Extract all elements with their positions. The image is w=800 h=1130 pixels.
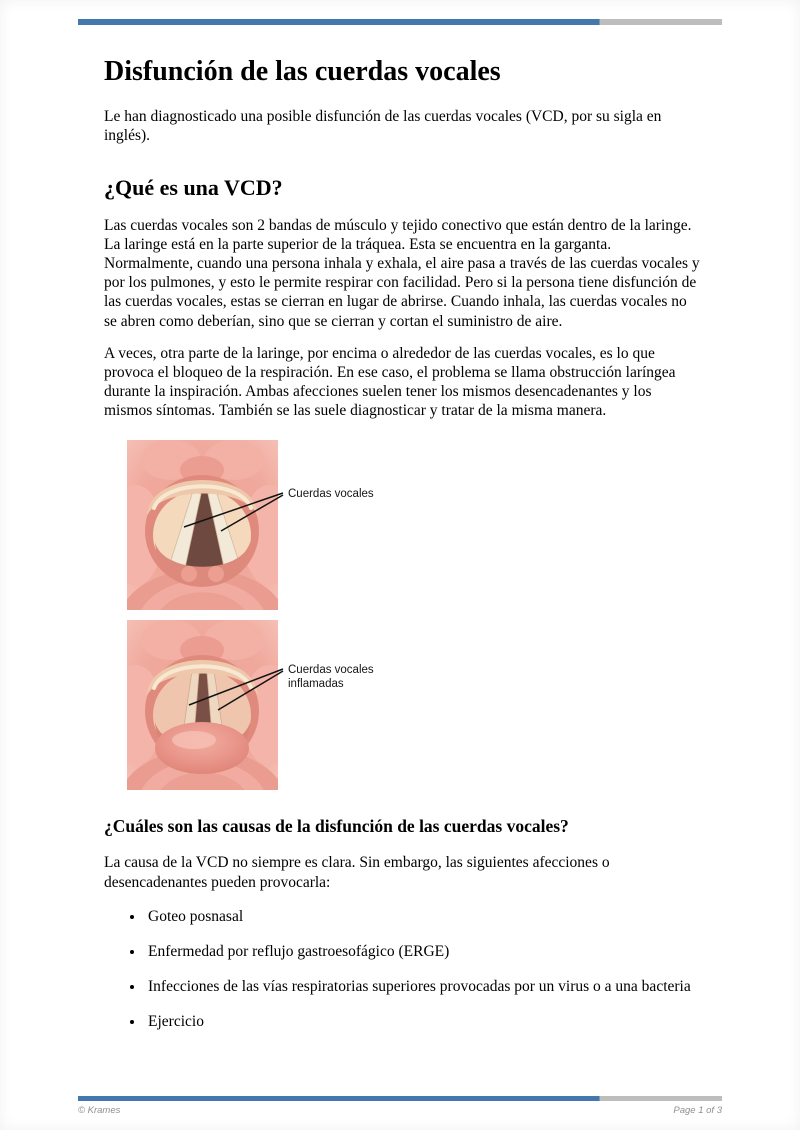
page-footer [78,1096,722,1116]
figure-label-cuerdas-vocales-inflamadas-line1: Cuerdas vocales [288,663,374,676]
intro-paragraph: Le han diagnosticado una posible disfunción de las cuerdas vocales (VCD, por su sigla en inglés). [104,108,662,145]
larynx-inflamed-cords-illustration [127,620,407,790]
list-item: • Infecciones de las vías respiratorias superiores provocadas por un virus o a una bacteria [145,977,701,996]
footer-copyright: © Krames [78,1105,121,1116]
causes-intro-paragraph: La causa de la VCD no siempre es clara. Sin embargo, las siguientes afecciones o desencadenantes pueden provocarla: [104,854,610,891]
body-paragraph: Las cuerdas vocales son 2 bandas de músculo y tejido conectivo que están dentro de la laringe. La laringe está en la parte superior de la tráquea. Esta se encuentra en la garganta. Normalmente, cuando una persona inhala y exhala, el aire pasa a través de las cuerdas vocales y por los pulmones, y esto le permite respirar con facilidad. Pero si la persona tiene disfunción de las cuerdas vocales, estas se cierran en lugar de abrirse. Cuando inhala, las cuerdas vocales no se abren como deberían, sino que se cierran y cortan el suministro de aire. [104,216,700,330]
figure-label-cuerdas-vocales-inflamadas-line2: inflamadas [288,677,344,690]
footer-page-number: Page 1 of 3 [673,1105,722,1116]
larynx-anatomy-drawing [127,620,296,790]
figure-label-cuerdas-vocales: Cuerdas vocales [288,487,374,500]
larynx-anatomy-drawing [127,440,296,610]
list-item: • Enfermedad por reflujo gastroesofágico (ERGE) [145,942,701,961]
footer-accent-bar [78,1096,722,1101]
document-content [0,56,800,1032]
page-title: Disfunción de las cuerdas vocales [104,56,501,87]
body-paragraph: A veces, otra parte de la laringe, por encima o alrededor de las cuerdas vocales, es lo que provoca el bloqueo de la respiración. En ese caso, el problema se llama obstrucción laríngea durante la inspiración. Ambas afecciones suelen tener los mismos desencadenantes y los mismos síntomas. También se las suele diagnosticar y tratar de la misma manera. [104,344,676,420]
larynx-open-cords-illustration [127,440,407,610]
section-heading-causes: ¿Cuáles son las causas de la disfunción de las cuerdas vocales? [104,815,569,836]
figure-vocal-cords-inflamed [127,620,701,790]
list-item: • Goteo posnasal [145,907,701,926]
top-accent-bar [78,19,722,25]
figure-vocal-cords-open [127,440,701,610]
list-item: • Ejercicio [145,1012,701,1031]
causes-bullet-list [104,907,701,1032]
section-heading-what-is-vcd: ¿Qué es una VCD? [104,174,283,200]
